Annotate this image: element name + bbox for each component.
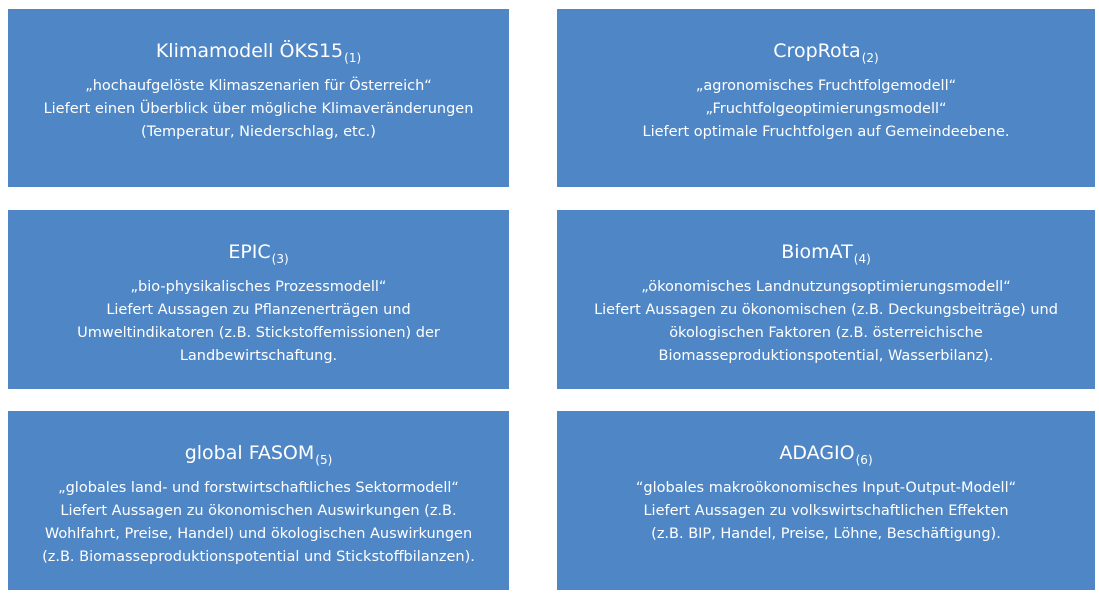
reference-number: (3) <box>271 252 289 266</box>
reference-number: (4) <box>853 252 871 266</box>
box-text-line: Landbewirtschaftung. <box>179 348 338 364</box>
box-title: CropRota$_{(2)}$ <box>773 40 879 65</box>
reference-number: (1) <box>344 51 362 65</box>
reference-number: (5) <box>315 453 333 467</box>
box-text-line: (z.B. Biomasseproduktionspotential und Stickstoffbilanzen). <box>42 549 475 565</box>
reference-number: (2) <box>861 51 879 65</box>
box-title: global $FASOM_{(5)}$ <box>184 442 333 467</box>
box-text-line: Liefert optimale Fruchtfolgen auf Gemeindeebene. <box>642 124 1010 140</box>
box-text-line: “globales makroökonomisches Input-Output-Modell“ <box>635 480 1017 496</box>
box-text-line: Biomasseproduktionspotential, Wasserbilanz). <box>658 348 994 364</box>
box-title: $EPIC_{(3)}$ <box>228 241 289 266</box>
box-title: BiomAT$_{(4)}$ <box>781 241 871 266</box>
box-title: $ADAGIO_{(6)}$ <box>779 442 873 467</box>
box-text-line: Liefert Aussagen zu Pflanzenerträgen und <box>106 302 411 318</box>
box-croprota <box>557 9 1095 187</box>
box-oeks15 <box>8 9 509 187</box>
box-biomat <box>557 210 1095 389</box>
reference-number: (6) <box>855 453 873 467</box>
box-text-line: Liefert einen Überblick über mögliche Klimaveränderungen <box>43 101 474 117</box>
box-title: Klimamodell $ÖKS15_{(1)}$ <box>155 40 362 65</box>
box-text-line: ökologischen Faktoren (z.B. österreichische <box>669 325 983 341</box>
box-text-line: Liefert Aussagen zu volkswirtschaftlichen Effekten <box>643 503 1009 519</box>
box-epic <box>8 210 509 389</box>
box-global-fasom <box>8 411 509 590</box>
box-text-line: „hochaufgelöste Klimaszenarien für Österreich“ <box>85 78 432 94</box>
box-adagio <box>557 411 1095 590</box>
box-text-line: „Fruchtfolgeoptimierungsmodell“ <box>705 101 947 117</box>
box-text-line: (Temperatur, Niederschlag, etc.) <box>141 124 376 140</box>
box-text-line: Umweltindikatoren (z.B. Stickstoffemissionen) der <box>77 325 440 341</box>
box-text-line: Liefert Aussagen zu ökonomischen (z.B. Deckungsbeiträge) und <box>594 302 1058 318</box>
box-text-line: „ökonomisches Landnutzungsoptimierungsmodell“ <box>641 279 1011 295</box>
box-text-line: „globales land- und forstwirtschaftliches Sektormodell“ <box>58 480 459 496</box>
box-text-line: Liefert Aussagen zu ökonomischen Auswirkungen (z.B. <box>60 503 457 519</box>
box-text-line: Wohlfahrt, Preise, Handel) und ökologischen Auswirkungen <box>44 526 473 542</box>
box-text-line: „agronomisches Fruchtfolgemodell“ <box>695 78 957 94</box>
box-text-line: (z.B. BIP, Handel, Preise, Löhne, Beschäftigung). <box>651 526 1001 542</box>
box-text-line: „bio-physikalisches Prozessmodell“ <box>130 279 387 295</box>
